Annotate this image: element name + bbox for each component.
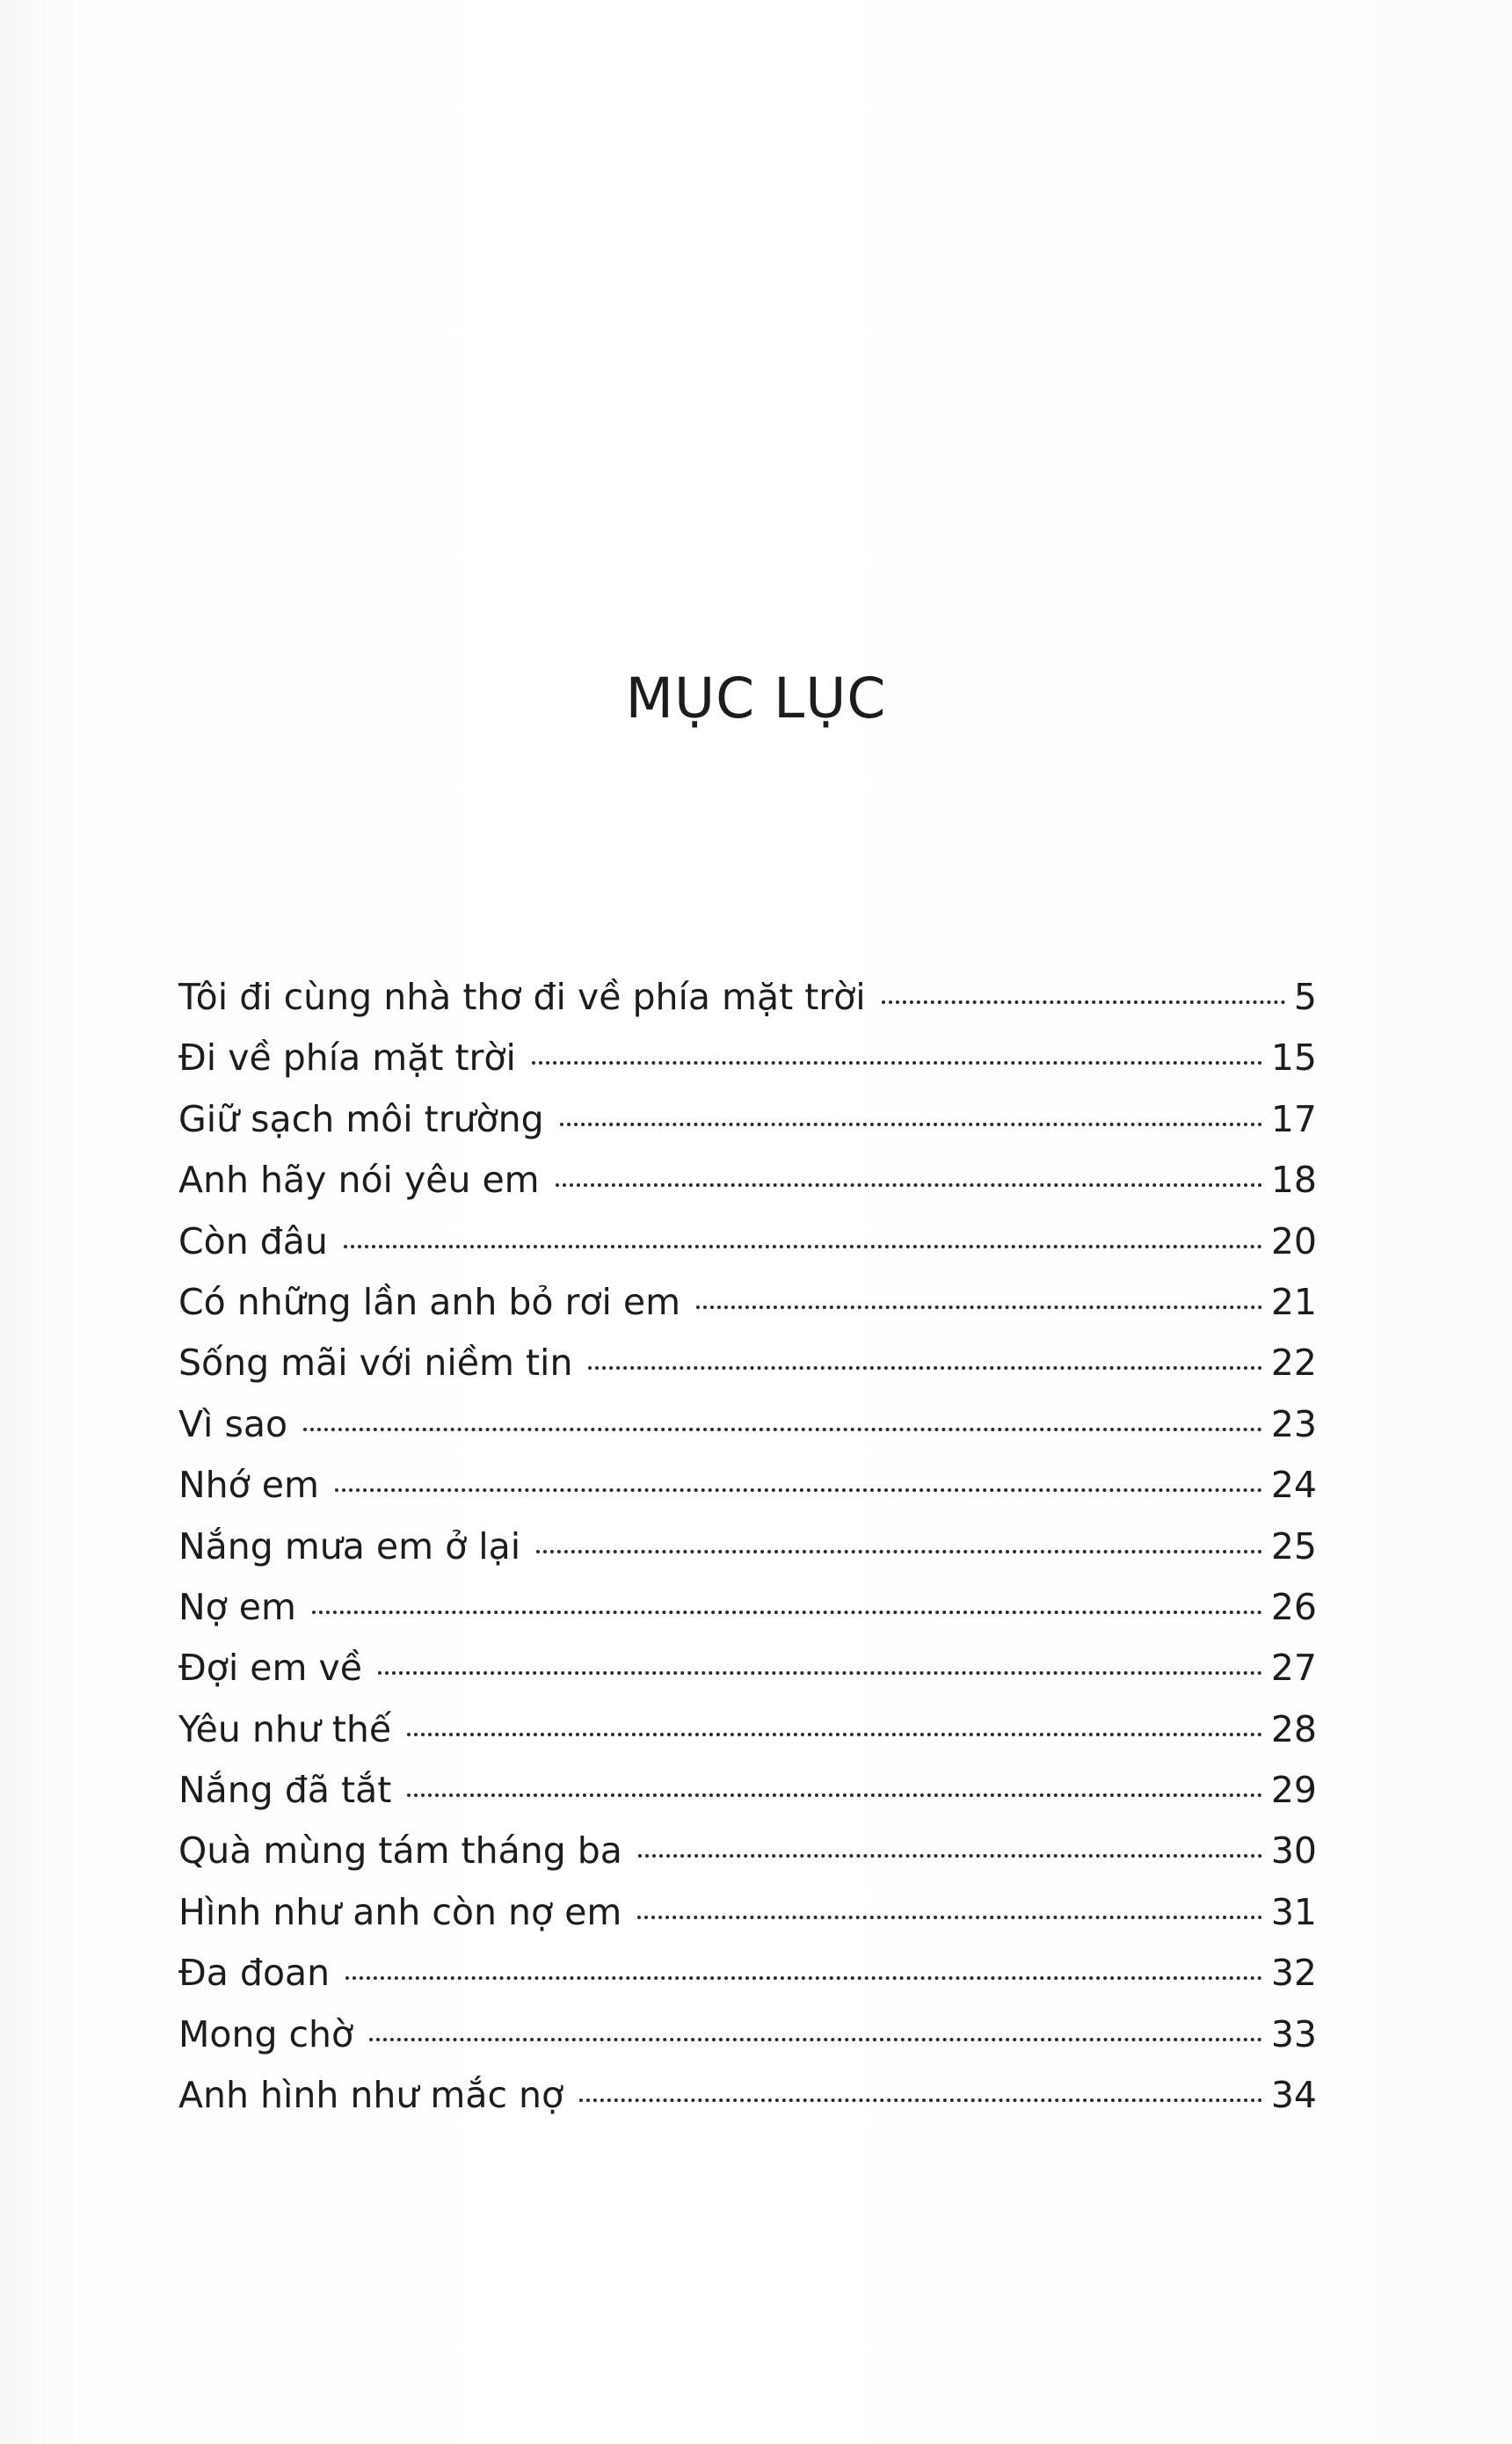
toc-entry (178, 1394, 1317, 1455)
toc-entry-page-number: 26 (1270, 1585, 1317, 1628)
toc-entry-title: Giữ sạch môi trường (178, 1097, 544, 1140)
toc-entry-page-number: 22 (1270, 1342, 1317, 1385)
dot-leader (637, 1916, 1262, 1919)
dot-leader (344, 1245, 1262, 1248)
toc-entry (178, 2004, 1317, 2065)
toc-entry-page-number: 33 (1270, 2012, 1317, 2055)
toc-entry-page-number: 30 (1270, 1829, 1317, 1873)
toc-entry-page-number: 28 (1270, 1707, 1317, 1750)
dot-leader (532, 1061, 1262, 1065)
toc-entry-title: Nợ em (178, 1585, 296, 1628)
dot-leader (312, 1611, 1262, 1614)
toc-entry-page-number: 24 (1270, 1464, 1317, 1507)
toc-entry-page-number: 31 (1270, 1890, 1317, 1933)
toc-entry (178, 1638, 1317, 1698)
toc-entry-title: Yêu như thế (178, 1707, 392, 1750)
toc-entry-page-number: 32 (1270, 1952, 1317, 1995)
toc-entry (178, 1699, 1317, 1760)
dot-leader (588, 1366, 1261, 1370)
dot-leader (369, 2038, 1262, 2041)
dot-leader (407, 1733, 1262, 1736)
toc-entry-page-number: 23 (1270, 1402, 1317, 1445)
toc-entry (178, 1577, 1317, 1638)
toc-entry-title: Anh hình như mắc nợ (178, 2074, 564, 2117)
toc-entry (178, 1272, 1317, 1333)
dot-leader (335, 1488, 1262, 1492)
toc-entry (178, 1455, 1317, 1516)
toc-entry (178, 1028, 1317, 1088)
toc-entry-title: Đi về phía mặt trời (178, 1037, 516, 1080)
toc-entry-page-number: 20 (1270, 1219, 1317, 1262)
toc-entry (178, 1821, 1317, 1881)
toc-entry-page-number: 5 (1293, 976, 1317, 1018)
toc-entry (178, 967, 1317, 1028)
dot-leader (560, 1123, 1262, 1126)
toc-entry-page-number: 29 (1270, 1769, 1317, 1812)
toc-entry-page-number: 15 (1270, 1037, 1317, 1080)
table-of-contents (178, 967, 1317, 2126)
toc-entry (178, 1150, 1317, 1211)
dot-leader (638, 1854, 1262, 1858)
toc-entry (178, 1882, 1317, 1943)
toc-entry-title: Còn đâu (178, 1219, 328, 1262)
dot-leader (407, 1793, 1262, 1797)
toc-entry (178, 1333, 1317, 1393)
toc-entry-title: Có những lần anh bỏ rơi em (178, 1280, 681, 1323)
dot-leader (696, 1306, 1262, 1309)
toc-entry (178, 1089, 1317, 1150)
toc-entry-title: Quà mùng tám tháng ba (178, 1829, 622, 1873)
toc-entry (178, 2065, 1317, 2126)
toc-entry-title: Hình như anh còn nợ em (178, 1890, 622, 1933)
toc-entry-page-number: 18 (1270, 1159, 1317, 1202)
toc-entry-page-number: 21 (1270, 1280, 1317, 1323)
page-title: MỤC LỤC (625, 666, 887, 731)
toc-entry-page-number: 17 (1270, 1097, 1317, 1140)
toc-entry-page-number: 34 (1270, 2074, 1317, 2117)
dot-leader (536, 1550, 1262, 1553)
dot-leader (378, 1671, 1262, 1675)
toc-entry-title: Vì sao (178, 1402, 288, 1445)
toc-entry-title: Nắng mưa em ở lại (178, 1524, 521, 1568)
toc-entry-title: Đa đoan (178, 1952, 331, 1995)
dot-leader (345, 1976, 1262, 1980)
toc-entry (178, 1211, 1317, 1272)
toc-entry-title: Anh hãy nói yêu em (178, 1159, 540, 1202)
toc-entry-title: Nhớ em (178, 1464, 319, 1507)
toc-entry-page-number: 27 (1270, 1647, 1317, 1690)
toc-entry-title: Đợi em về (178, 1647, 362, 1690)
dot-leader (303, 1428, 1262, 1431)
toc-entry-title: Sống mãi với niềm tin (178, 1342, 573, 1385)
toc-entry-title: Tôi đi cùng nhà thơ đi về phía mặt trời (178, 976, 866, 1018)
toc-entry-title: Mong chờ (178, 2012, 354, 2055)
toc-entry-title: Nắng đã tắt (178, 1769, 392, 1812)
toc-entry-page-number: 25 (1270, 1524, 1317, 1568)
dot-leader (882, 1000, 1285, 1004)
toc-entry (178, 1943, 1317, 2004)
toc-entry (178, 1517, 1317, 1577)
toc-entry (178, 1760, 1317, 1821)
dot-leader (579, 2098, 1262, 2102)
dot-leader (556, 1183, 1262, 1187)
